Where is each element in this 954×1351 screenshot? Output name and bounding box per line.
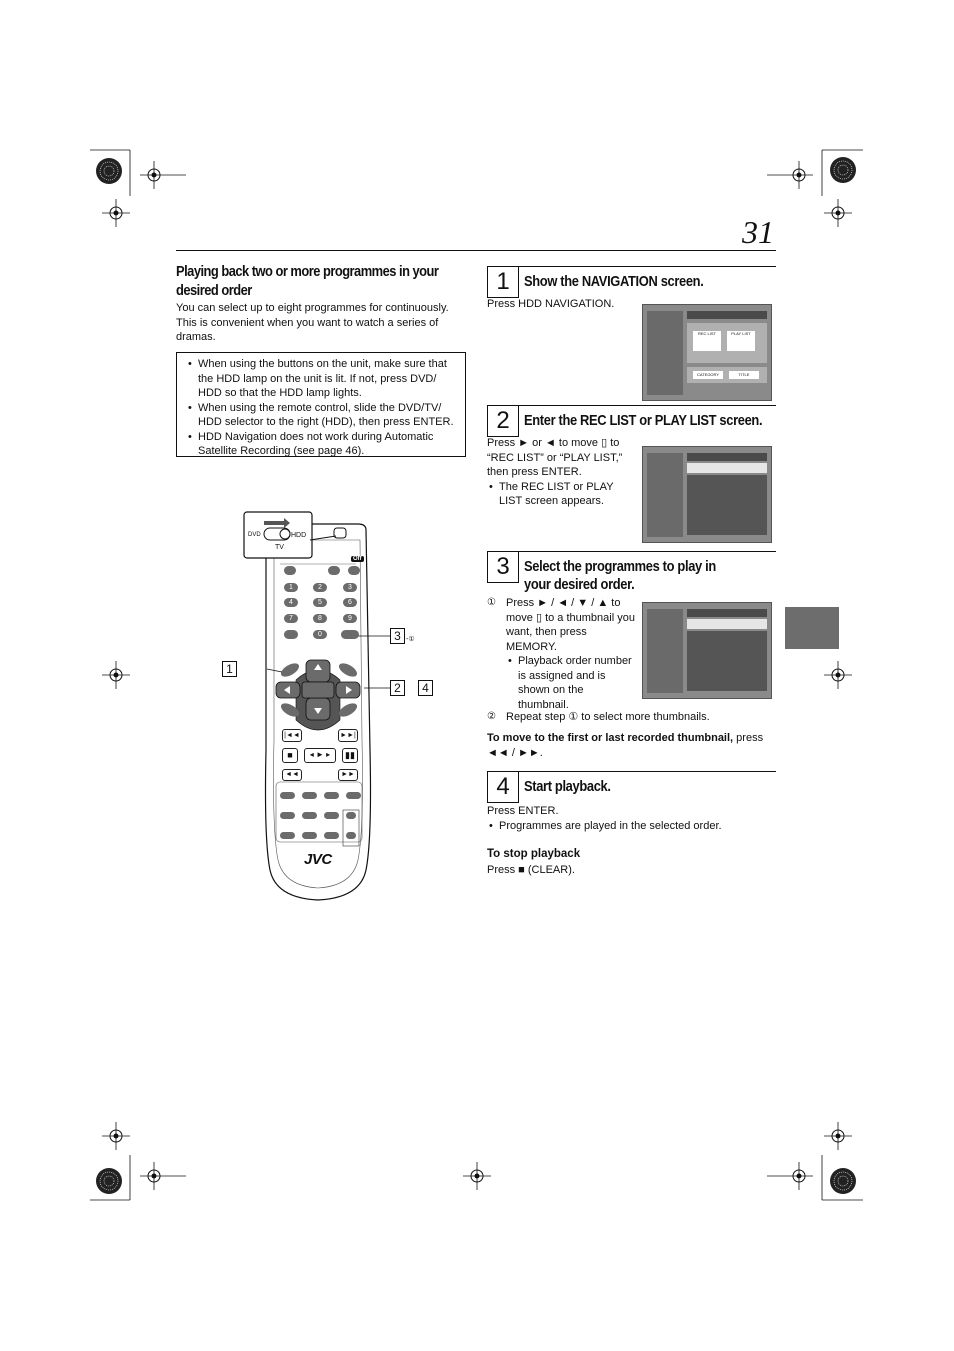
remote-bottom-button[interactable]: [280, 812, 295, 819]
step-rule: [487, 405, 776, 406]
remote-bottom-button[interactable]: [280, 832, 295, 839]
remote-bottom-button[interactable]: [346, 832, 356, 839]
step-text: [487, 804, 776, 833]
step-text: [487, 297, 627, 312]
skip-forward-button[interactable]: ►►|: [338, 729, 358, 742]
brand-logo: JVC: [304, 851, 332, 868]
step-rule: [487, 771, 776, 772]
step-text-content: Press HDD NAVIGATION.: [487, 298, 615, 310]
screen-header-bar: [687, 311, 767, 319]
remote-bottom-button[interactable]: [346, 792, 361, 799]
step-number: 2: [487, 405, 519, 437]
step-title: Start playback.: [524, 778, 611, 795]
substep-text: Repeat step ① to select more thumbnails.: [506, 711, 710, 723]
tip-bold: To move to the first or last recorded thumbnail,: [487, 732, 734, 744]
step-text: [487, 436, 635, 509]
circled-1-icon: ①: [487, 597, 496, 608]
step-substep-2: [487, 710, 776, 725]
remote-bottom-button[interactable]: [302, 832, 317, 839]
callout-step-2: 2: [390, 680, 405, 696]
title-button: TITLE: [729, 371, 759, 379]
off-label: Off: [353, 556, 362, 562]
note-item: • When using the remote control, slide the DVD/TV/ HDD selector to the right (HDD), then press ENTER.: [186, 401, 456, 430]
number-key-blank[interactable]: [284, 630, 298, 639]
play-list-tab: PLAY LIST: [727, 331, 755, 351]
category-button: CATEGORY: [693, 371, 723, 379]
thumbnail-grid: [687, 475, 767, 535]
circled-2-icon: ②: [487, 711, 496, 722]
pause-button[interactable]: ▮▮: [342, 748, 358, 763]
number-key-1[interactable]: 1: [284, 583, 298, 592]
header-rule: [176, 250, 776, 251]
step-number: 3: [487, 551, 519, 583]
step-number: 4: [487, 771, 519, 803]
tv-label: TV: [275, 544, 284, 551]
stop-playback-heading: To stop playback: [487, 848, 581, 860]
number-key-6[interactable]: 6: [343, 598, 357, 607]
substep-text: Press ► / ◄ / ▼ / ▲ to move ▯ to a thumbnail you want, then press MEMORY.: [506, 597, 635, 653]
remote-bottom-button[interactable]: [324, 832, 339, 839]
step-text-content: Press ENTER.: [487, 805, 559, 817]
hdd-label: HDD: [291, 532, 307, 539]
remote-bottom-button[interactable]: [280, 792, 295, 799]
remote-bottom-button[interactable]: [302, 812, 317, 819]
callout-step-4: 4: [418, 680, 433, 696]
step-rule: [487, 266, 776, 267]
screen-sidebar: [647, 609, 683, 693]
step-text-content: Press ► or ◄ to move ▯ to “REC LIST” or “PLAY LIST,” then press ENTER.: [487, 437, 623, 478]
number-key-8[interactable]: 8: [313, 614, 327, 623]
remote-top-button[interactable]: [284, 566, 296, 575]
screen-info-bar: [687, 463, 767, 473]
section-intro: You can select up to eight programmes for continuously. This is convenient when you want to watch a series of dramas.: [176, 302, 449, 343]
step-rule: [487, 551, 776, 552]
fast-forward-button[interactable]: ►►: [338, 769, 358, 781]
remote-bottom-button[interactable]: [346, 812, 356, 819]
play-button[interactable]: ◂ ► ▸: [304, 748, 336, 763]
remote-bottom-button[interactable]: [324, 812, 339, 819]
remote-bottom-button[interactable]: [302, 792, 317, 799]
remote-control-illustration: [200, 510, 460, 910]
callout-step-3: 3: [390, 628, 405, 644]
screen-header-bar: [687, 609, 767, 617]
screen-info-bar: [687, 619, 767, 629]
number-key-2[interactable]: 2: [313, 583, 327, 592]
callout-step-1: 1: [222, 661, 237, 677]
number-key-3[interactable]: 3: [343, 583, 357, 592]
step-bullet: • Playback order number is assigned and is shown on the thumbnail.: [506, 654, 635, 712]
navigation-screen: [642, 304, 772, 401]
number-key-4[interactable]: 4: [284, 598, 298, 607]
tip-rest: press ◄◄ / ►►.: [487, 732, 764, 759]
step-bullet: • Programmes are played in the selected order.: [487, 819, 776, 834]
step-substep-1: [487, 596, 635, 712]
stop-button[interactable]: ■: [282, 748, 298, 763]
step-bullet: • The REC LIST or PLAY LIST screen appears.: [487, 480, 635, 509]
note-item: • HDD Navigation does not work during Automatic Satellite Recording (see page 46).: [186, 430, 456, 459]
step-title: [524, 558, 743, 594]
memory-button[interactable]: [341, 630, 359, 639]
page-number: 31: [742, 214, 774, 250]
number-key-7[interactable]: 7: [284, 614, 298, 623]
step-title: Show the NAVIGATION screen.: [524, 273, 704, 290]
remote-top-button[interactable]: [348, 566, 360, 575]
callout-substep: -①: [406, 636, 415, 643]
skip-back-button[interactable]: |◄◄: [282, 729, 302, 742]
section-heading-text: Playing back two or more programmes in your desired order: [176, 263, 439, 299]
remote-top-button[interactable]: [328, 566, 340, 575]
number-key-9[interactable]: 9: [343, 614, 357, 623]
step-tip: [487, 731, 776, 760]
stop-playback-text: Press ■ (CLEAR).: [487, 864, 575, 876]
thumbnail-grid: [687, 631, 767, 691]
screen-sidebar: [647, 453, 683, 537]
step-number: 1: [487, 266, 519, 298]
screen-sidebar: [647, 311, 683, 395]
side-tab: [785, 607, 839, 649]
step-title-text: Select the programmes to play in your desired order.: [524, 558, 716, 593]
screen-header-bar: [687, 453, 767, 461]
play-list-screen: [642, 602, 772, 699]
step-title: Enter the REC LIST or PLAY LIST screen.: [524, 412, 763, 429]
remote-bottom-button[interactable]: [324, 792, 339, 799]
rec-list-screen: [642, 446, 772, 543]
section-heading: [176, 262, 466, 300]
rec-list-tab: REC LIST: [693, 331, 721, 351]
number-key-0[interactable]: 0: [313, 630, 327, 639]
number-key-5[interactable]: 5: [313, 598, 327, 607]
dvd-label: DVD: [248, 532, 261, 538]
notes-box: [176, 352, 466, 457]
rewind-button[interactable]: ◄◄: [282, 769, 302, 781]
note-item: • When using the buttons on the unit, make sure that the HDD lamp on the unit is lit. If not, press DVD/ HDD so that the HDD lamp lights.: [186, 357, 456, 401]
